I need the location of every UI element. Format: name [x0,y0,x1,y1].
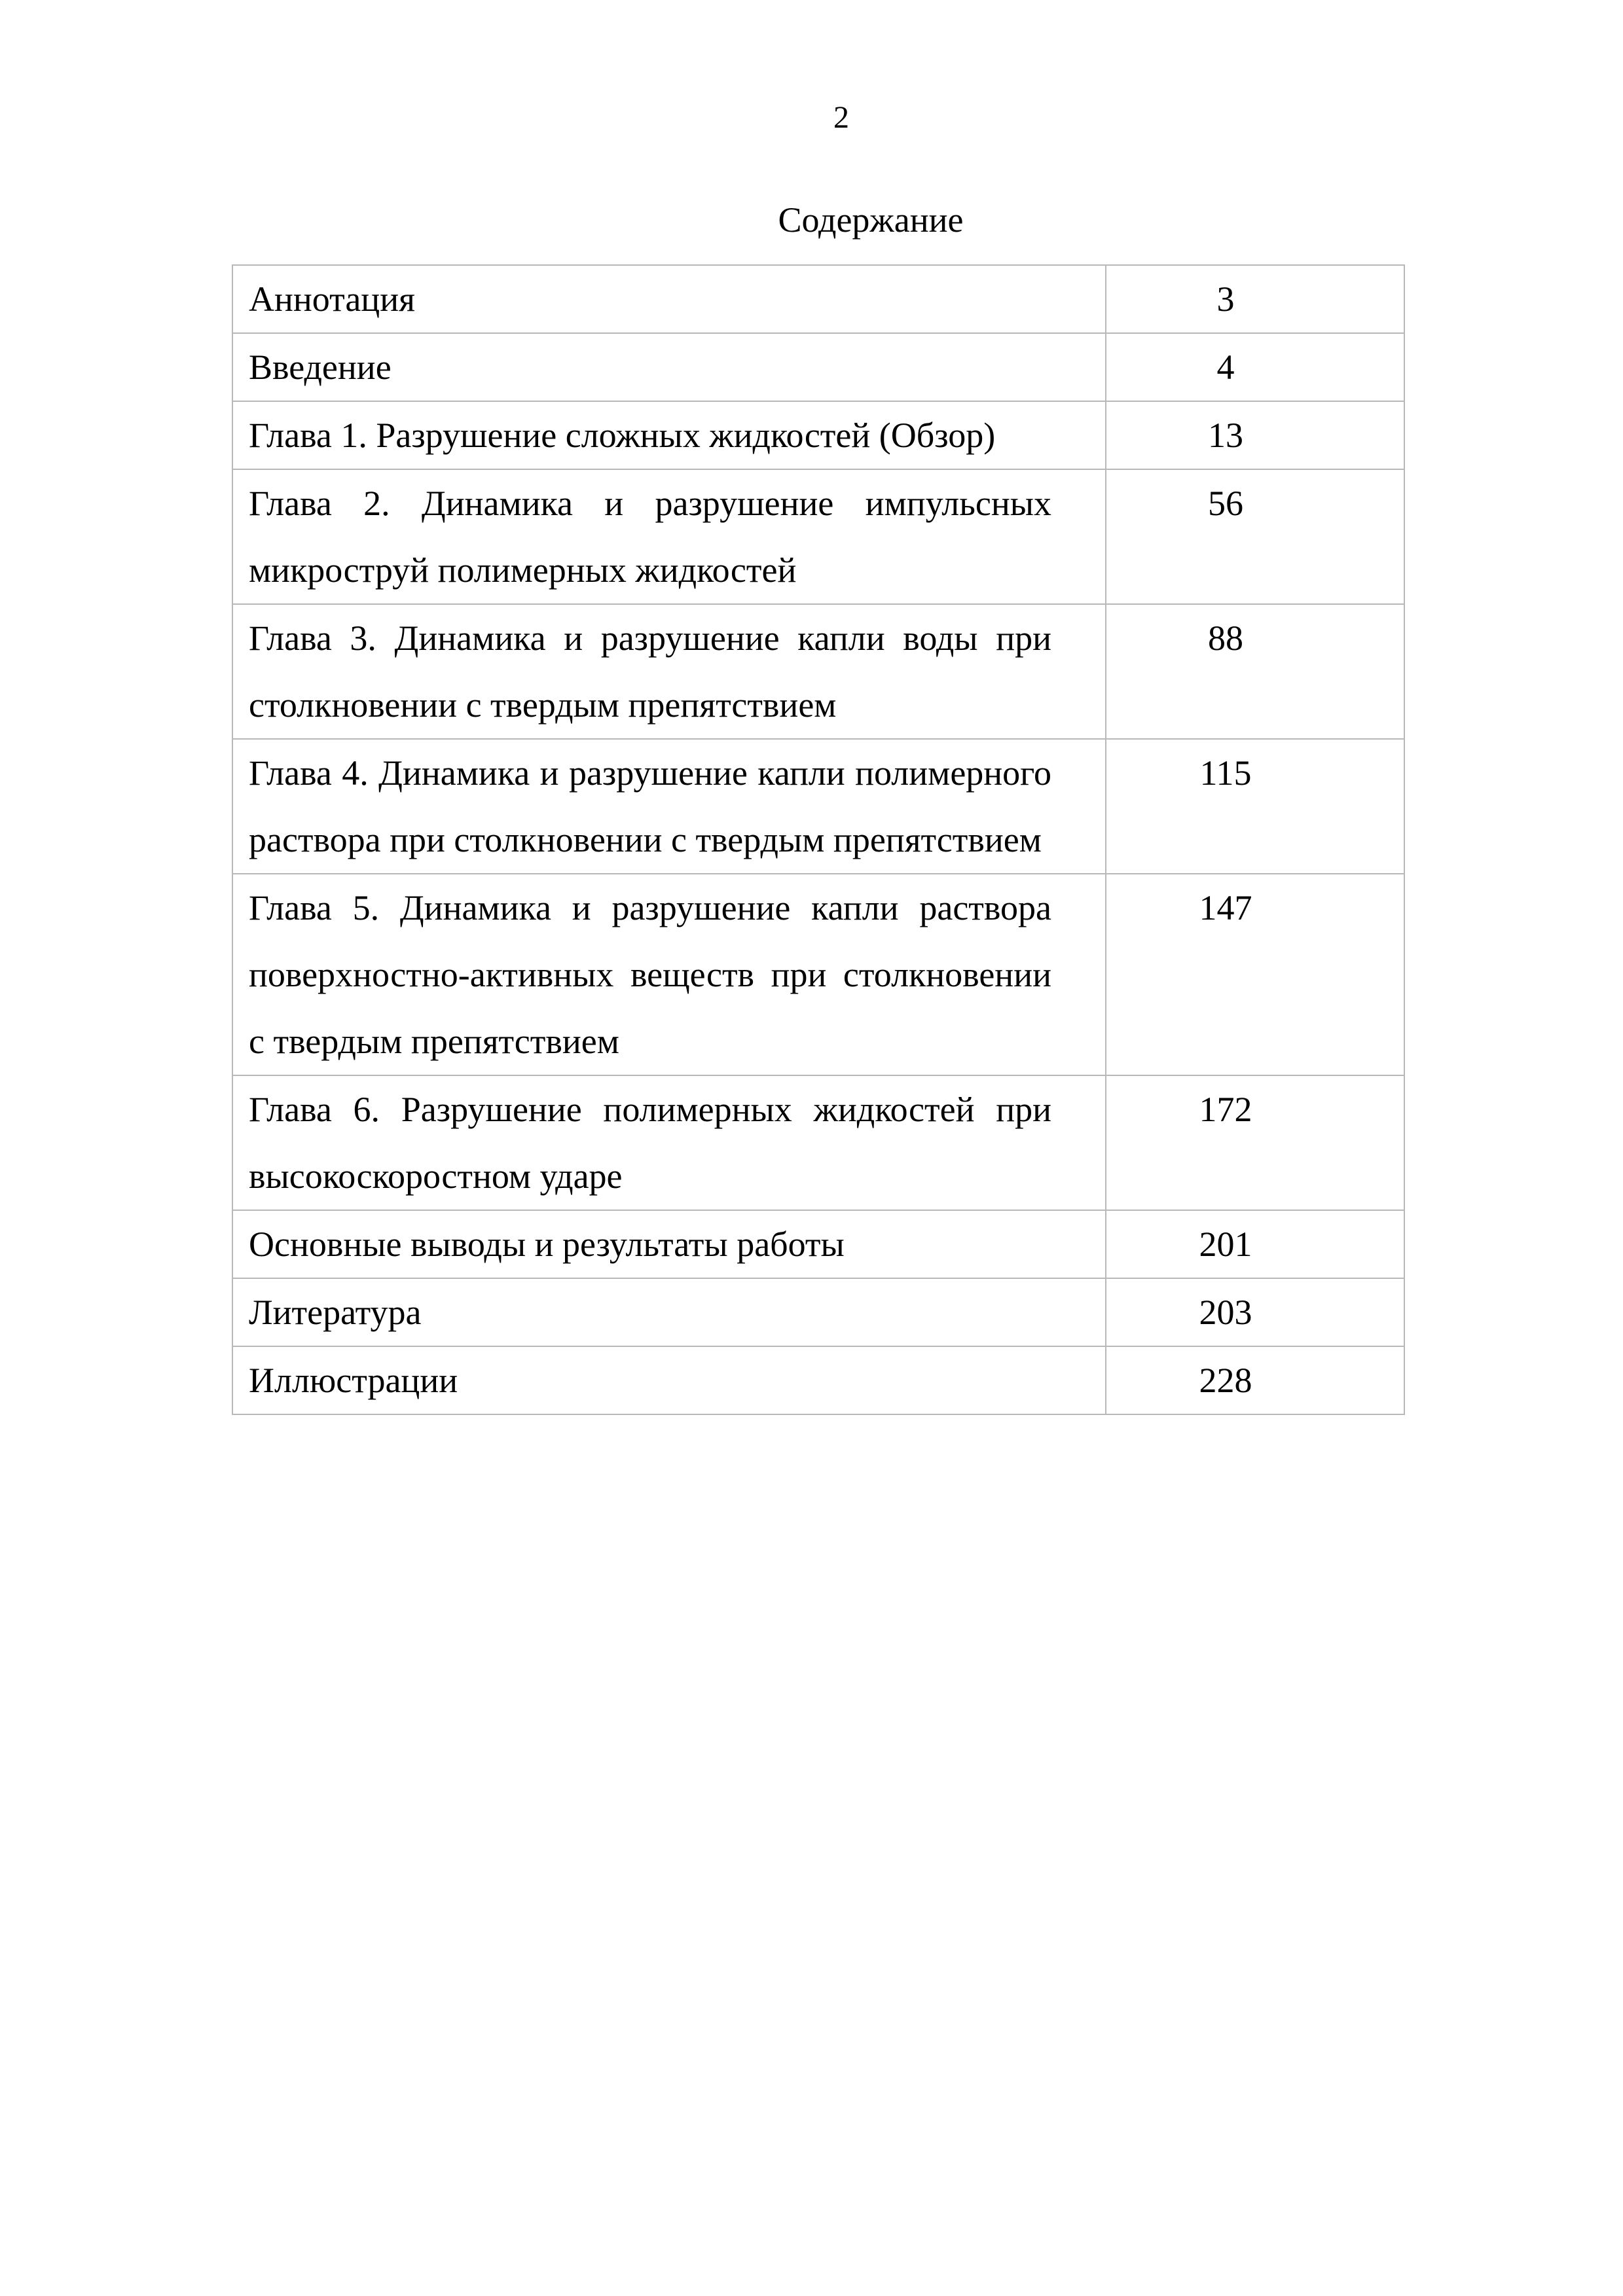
table-of-contents [232,264,1405,1415]
toc-entry-page: 203 [1106,1278,1404,1346]
toc-row-annotation [232,265,1404,333]
toc-entry-page: 228 [1106,1346,1404,1414]
toc-entry-title: Литература [232,1278,1106,1346]
page-number: 2 [833,100,849,135]
toc-row-literature [232,1278,1404,1346]
toc-row-chapter-4 [232,739,1404,874]
toc-row-chapter-5 [232,874,1404,1075]
toc-entry-title: Глава 1. Разрушение сложных жидкостей (Обзор) [232,401,1106,469]
toc-entry-title: Аннотация [232,265,1106,333]
toc-entry-page: 13 [1106,401,1404,469]
toc-entry-title: Основные выводы и результаты работы [232,1210,1106,1278]
toc-row-chapter-3 [232,604,1404,739]
toc-entry-page: 88 [1106,604,1404,739]
toc-entry-title: Иллюстрации [232,1346,1106,1414]
toc-entry-title: Глава 4. Динамика и разрушение капли полимерного раствора при столкновении с твердым препятствием [232,739,1106,874]
toc-entry-title: Глава 2. Динамика и разрушение импульсных микроструй полимерных жидкостей [232,469,1106,604]
toc-row-chapter-6 [232,1075,1404,1210]
toc-entry-title: Глава 3. Динамика и разрушение капли воды при столкновении с твердым препятствием [232,604,1106,739]
page-title: Содержание [778,200,964,240]
toc-entry-page: 172 [1106,1075,1404,1210]
toc-row-introduction [232,333,1404,401]
toc-row-conclusions [232,1210,1404,1278]
toc-entry-title: Глава 5. Динамика и разрушение капли раствора поверхностно-активных веществ при столкновении с твердым препятствием [232,874,1106,1075]
toc-row-illustrations [232,1346,1404,1414]
toc-row-chapter-1 [232,401,1404,469]
toc-entry-page: 4 [1106,333,1404,401]
toc-entry-page: 3 [1106,265,1404,333]
toc-entry-page: 147 [1106,874,1404,1075]
toc-entry-page: 115 [1106,739,1404,874]
toc-row-chapter-2 [232,469,1404,604]
toc-entry-page: 201 [1106,1210,1404,1278]
toc-entry-title: Глава 6. Разрушение полимерных жидкостей при высокоскоростном ударе [232,1075,1106,1210]
toc-entry-page: 56 [1106,469,1404,604]
toc-entry-title: Введение [232,333,1106,401]
